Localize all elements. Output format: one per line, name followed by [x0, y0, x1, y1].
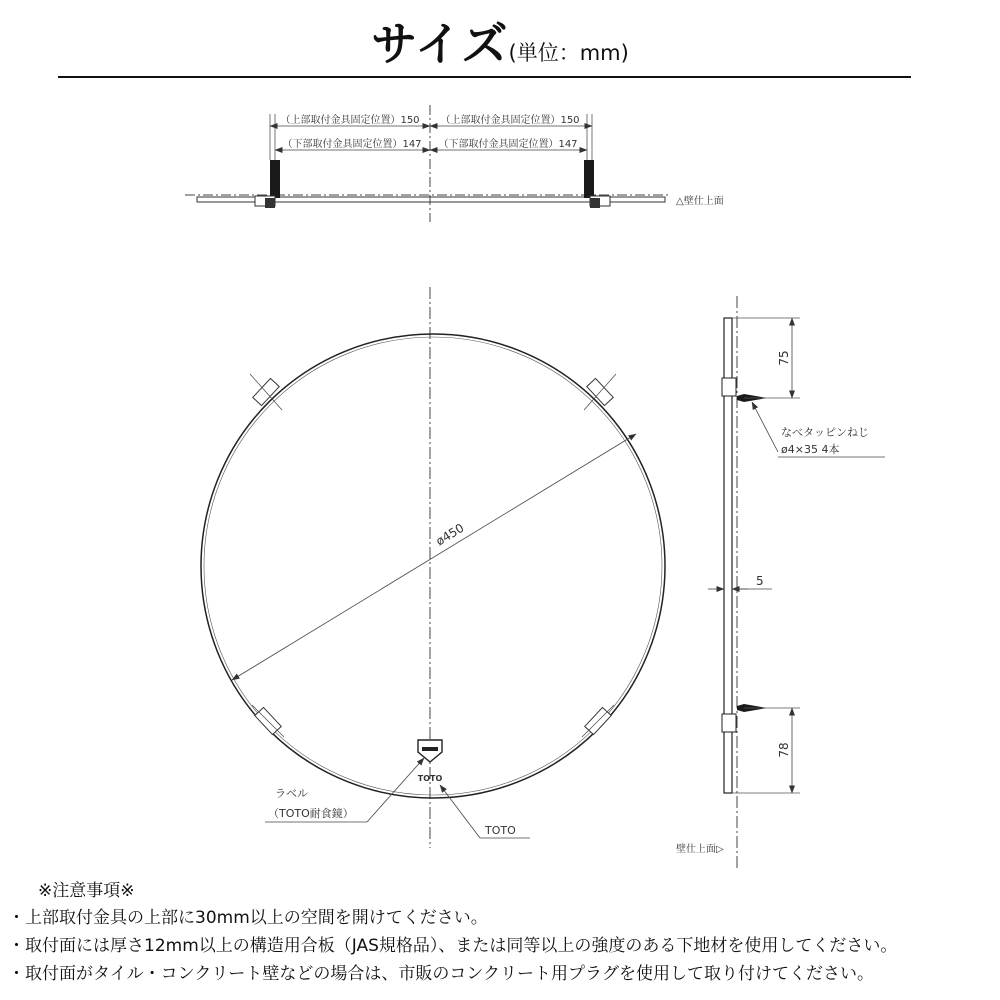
toto-logo-text: TOTO: [417, 774, 443, 783]
side-wall-label: 壁仕上面▷: [676, 844, 724, 855]
toto-callout: TOTO: [485, 824, 516, 837]
bracket-bottom-right: [582, 705, 614, 737]
dim-bottom-offset: 78: [777, 742, 791, 758]
dim-lower-right: （下部取付金具固定位置）147: [438, 139, 578, 150]
note-item-3: ・取付面がタイル・コンクリート壁などの場合は、市販のコンクリート用プラグを使用して取り付けてください。: [8, 964, 874, 984]
side-screw-lower: [722, 704, 800, 732]
label-callout-line1: ラベル: [275, 787, 308, 800]
top-view: [185, 105, 724, 222]
dim-top-offset: 75: [777, 350, 791, 366]
top-screw-left: [255, 160, 280, 208]
screw-callout-line1: なべタッピンねじ: [781, 426, 869, 439]
front-view: [201, 287, 665, 848]
diameter-label: ø450: [433, 520, 467, 549]
title-unit: (単位：mm): [508, 41, 629, 65]
dim-lower-left: （下部取付金具固定位置）147: [282, 139, 422, 150]
side-screw-upper: [722, 378, 800, 402]
bracket-bottom-left: [252, 705, 284, 737]
top-wall-label: △壁仕上面: [676, 196, 724, 207]
screw-callout-line2: ø4×35 4本: [781, 443, 840, 456]
side-view: [676, 296, 885, 870]
dim-thickness: 5: [756, 574, 764, 588]
diameter-line: [232, 434, 636, 680]
dim-upper-right: （上部取付金具固定位置）150: [440, 115, 580, 126]
title-text: サイズ: [371, 17, 509, 71]
top-screw-right: [584, 160, 610, 208]
note-item-1: ・上部取付金具の上部に30mm以上の空間を開けてください。: [8, 908, 488, 928]
label-callout-line2: （TOTO耐食鏡）: [268, 807, 354, 820]
notes-heading: ※注意事項※: [38, 881, 135, 901]
notes-section: [8, 878, 998, 988]
note-item-2: ・取付面には厚さ12mm以上の構造用合板（JAS規格品）、または同等以上の強度のある下地材を使用してください。: [8, 936, 898, 956]
dim-upper-left: （上部取付金具固定位置）150: [280, 115, 420, 126]
label-badge: [418, 740, 442, 762]
